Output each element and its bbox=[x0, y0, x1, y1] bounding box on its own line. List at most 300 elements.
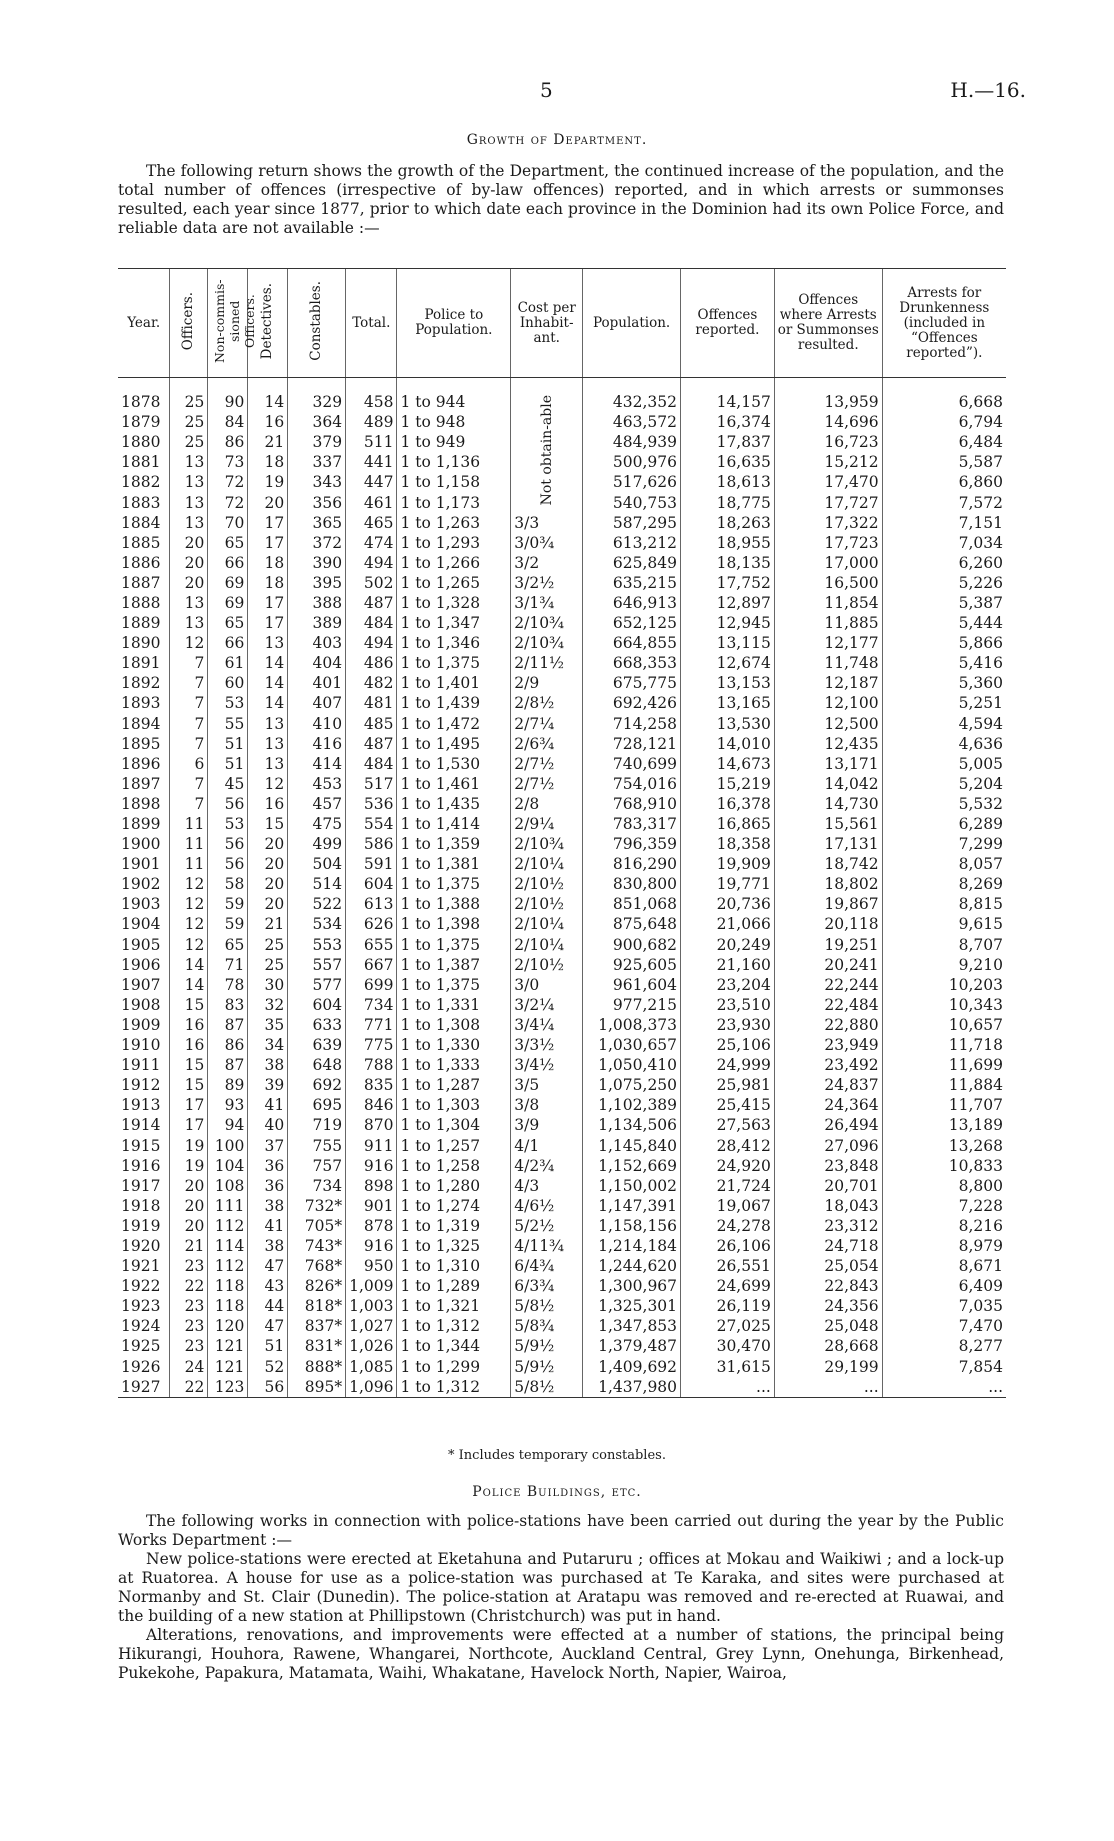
cell-arrests: 15,212 bbox=[774, 452, 882, 472]
cell-cost: 3/0 bbox=[511, 975, 583, 995]
table-row bbox=[118, 1276, 1006, 1296]
cell-arrests: 12,177 bbox=[774, 633, 882, 653]
cell-nco: 87 bbox=[208, 1055, 248, 1075]
cell-detectives: 51 bbox=[248, 1336, 288, 1356]
cell-year: 1907 bbox=[121, 975, 161, 994]
cell-total: 950 bbox=[346, 1256, 397, 1276]
cell-offences: 12,945 bbox=[681, 613, 775, 633]
cell-drunk: 7,470 bbox=[882, 1316, 1006, 1336]
cell-drunk: 7,228 bbox=[882, 1196, 1006, 1216]
cell-constables: 401 bbox=[288, 673, 346, 693]
cell-year: 1896 bbox=[121, 754, 161, 773]
cell-drunk: 11,718 bbox=[882, 1035, 1006, 1055]
buildings-paragraph-2: New police-stations were erected at Eketahuna and Putaruru ; offices at Mokau and Waikiwi ; and a lock-up at Ruatorea. A house for use as a police-station was purchased at Te Karaka, and sites were purchased at Normanby and St. Clair (Dunedin). The police-station at Aratapu was removed and re-erected at Ruawai, and the building of a new station at Phillipstown (Christchurch) was put in hand. bbox=[118, 1550, 1004, 1625]
cell-arrests: 24,718 bbox=[774, 1236, 882, 1256]
cell-population: 463,572 bbox=[583, 412, 681, 432]
cell-constables: 379 bbox=[288, 432, 346, 452]
cell-population: 1,075,250 bbox=[583, 1075, 681, 1095]
table-row bbox=[118, 754, 1006, 774]
cell-ratio: 1 to 1,346 bbox=[397, 633, 511, 653]
cell-detectives: 47 bbox=[248, 1256, 288, 1276]
cell-constables: 757 bbox=[288, 1156, 346, 1176]
cell-arrests: 12,100 bbox=[774, 693, 882, 713]
col-population: Population. bbox=[583, 269, 681, 378]
cell-cost: 2/7½ bbox=[511, 774, 583, 794]
table-row bbox=[118, 593, 1006, 613]
cell-offences: 15,219 bbox=[681, 774, 775, 794]
cell-constables: 364 bbox=[288, 412, 346, 432]
cell-drunk: 7,035 bbox=[882, 1296, 1006, 1316]
cell-ratio: 1 to 1,375 bbox=[397, 975, 511, 995]
cell-constables: 818* bbox=[288, 1296, 346, 1316]
cell-cost: 2/10¼ bbox=[511, 854, 583, 874]
cell-nco: 60 bbox=[208, 673, 248, 693]
cell-year: 1917 bbox=[121, 1176, 161, 1195]
cell-offences: 18,135 bbox=[681, 553, 775, 573]
cell-year: 1905 bbox=[121, 935, 161, 954]
buildings-paragraph-3: Alterations, renovations, and improvements were effected at a number of stations, the principal being Hikurangi, Houhora, Rawene, Whangarei, Northcote, Auckland Central, Grey Lynn, Onehunga, Birkenhead, Pukekohe, Papakura, Matamata, Waihi, Whakatane, Havelock North, Napier, Wairoa, bbox=[118, 1626, 1004, 1682]
cell-offences: 16,378 bbox=[681, 794, 775, 814]
cell-cost: 2/8½ bbox=[511, 693, 583, 713]
cell-detectives: 18 bbox=[248, 573, 288, 593]
cell-constables: 457 bbox=[288, 794, 346, 814]
cell-year: 1904 bbox=[121, 915, 161, 934]
cell-officers: 6 bbox=[170, 754, 208, 774]
cell-arrests: 17,723 bbox=[774, 533, 882, 553]
cell-drunk: 13,268 bbox=[882, 1135, 1006, 1155]
cell-nco: 118 bbox=[208, 1276, 248, 1296]
cell-nco: 45 bbox=[208, 774, 248, 794]
cell-total: 846 bbox=[346, 1095, 397, 1115]
cell-nco: 123 bbox=[208, 1377, 248, 1398]
cell-offences: 24,999 bbox=[681, 1055, 775, 1075]
cell-year: 1893 bbox=[121, 694, 161, 713]
cell-offences: 19,067 bbox=[681, 1196, 775, 1216]
cell-ratio: 1 to 1,289 bbox=[397, 1276, 511, 1296]
cell-officers: 13 bbox=[170, 492, 208, 512]
cell-total: 655 bbox=[346, 935, 397, 955]
cell-offences: 28,412 bbox=[681, 1135, 775, 1155]
cell-population: 1,145,840 bbox=[583, 1135, 681, 1155]
cell-detectives: 39 bbox=[248, 1075, 288, 1095]
table-row bbox=[118, 975, 1006, 995]
cell-total: 494 bbox=[346, 633, 397, 653]
cell-arrests: 17,470 bbox=[774, 472, 882, 492]
cell-offences: 14,673 bbox=[681, 754, 775, 774]
cell-nco: 56 bbox=[208, 834, 248, 854]
cell-population: 961,604 bbox=[583, 975, 681, 995]
cell-total: 494 bbox=[346, 553, 397, 573]
cell-population: 1,214,184 bbox=[583, 1236, 681, 1256]
cell-arrests: 17,131 bbox=[774, 834, 882, 854]
cell-total: 1,096 bbox=[346, 1377, 397, 1398]
cell-year: 1898 bbox=[121, 794, 161, 813]
table-row bbox=[118, 613, 1006, 633]
cell-drunk: 6,484 bbox=[882, 432, 1006, 452]
cell-drunk: 10,657 bbox=[882, 1015, 1006, 1035]
cell-ratio: 1 to 1,136 bbox=[397, 452, 511, 472]
cell-offences: 26,119 bbox=[681, 1296, 775, 1316]
cell-population: 587,295 bbox=[583, 513, 681, 533]
cell-offences: 27,563 bbox=[681, 1115, 775, 1135]
cell-cost: 4/1 bbox=[511, 1135, 583, 1155]
cell-officers: 7 bbox=[170, 653, 208, 673]
cell-detectives: 41 bbox=[248, 1216, 288, 1236]
cell-nco: 58 bbox=[208, 874, 248, 894]
cell-cost: 4/3 bbox=[511, 1176, 583, 1196]
cell-nco: 86 bbox=[208, 432, 248, 452]
cell-arrests: 11,885 bbox=[774, 613, 882, 633]
cell-year: 1888 bbox=[121, 593, 161, 612]
cell-arrests: 12,435 bbox=[774, 734, 882, 754]
cell-detectives: 16 bbox=[248, 794, 288, 814]
cell-officers: 23 bbox=[170, 1296, 208, 1316]
cell-ratio: 1 to 1,347 bbox=[397, 613, 511, 633]
cell-nco: 112 bbox=[208, 1216, 248, 1236]
cell-arrests: 18,802 bbox=[774, 874, 882, 894]
cell-officers: 20 bbox=[170, 573, 208, 593]
cell-officers: 13 bbox=[170, 613, 208, 633]
table-row bbox=[118, 1296, 1006, 1316]
cell-officers: 25 bbox=[170, 412, 208, 432]
cell-arrests: 24,837 bbox=[774, 1075, 882, 1095]
cell-arrests: 28,668 bbox=[774, 1336, 882, 1356]
cell-population: 851,068 bbox=[583, 894, 681, 914]
cell-ratio: 1 to 949 bbox=[397, 432, 511, 452]
cell-population: 830,800 bbox=[583, 874, 681, 894]
cell-arrests: 24,356 bbox=[774, 1296, 882, 1316]
cell-cost: 2/7½ bbox=[511, 754, 583, 774]
cell-constables: 831* bbox=[288, 1336, 346, 1356]
table-row bbox=[118, 1156, 1006, 1176]
cell-population: 1,152,669 bbox=[583, 1156, 681, 1176]
cell-ratio: 1 to 1,375 bbox=[397, 653, 511, 673]
cell-officers: 22 bbox=[170, 1377, 208, 1398]
cell-total: 458 bbox=[346, 392, 397, 412]
cell-detectives: 14 bbox=[248, 693, 288, 713]
cell-detectives: 34 bbox=[248, 1035, 288, 1055]
cell-offences: 24,699 bbox=[681, 1276, 775, 1296]
cell-year: 1921 bbox=[121, 1257, 161, 1276]
cell-detectives: 25 bbox=[248, 935, 288, 955]
cell-offences: 26,551 bbox=[681, 1256, 775, 1276]
cell-constables: 534 bbox=[288, 914, 346, 934]
cell-constables: 522 bbox=[288, 894, 346, 914]
cell-constables: 705* bbox=[288, 1216, 346, 1236]
cell-nco: 93 bbox=[208, 1095, 248, 1115]
cell-offences: 21,160 bbox=[681, 955, 775, 975]
cell-ratio: 1 to 948 bbox=[397, 412, 511, 432]
cell-total: 489 bbox=[346, 412, 397, 432]
cell-cost: 3/1¾ bbox=[511, 593, 583, 613]
cell-population: 625,849 bbox=[583, 553, 681, 573]
cell-detectives: 18 bbox=[248, 452, 288, 472]
cell-officers: 20 bbox=[170, 533, 208, 553]
table-row bbox=[118, 1095, 1006, 1115]
cell-year: 1884 bbox=[121, 513, 161, 532]
cell-offences: 23,510 bbox=[681, 995, 775, 1015]
cell-year: 1900 bbox=[121, 835, 161, 854]
cell-officers: 13 bbox=[170, 513, 208, 533]
cell-drunk: 5,226 bbox=[882, 573, 1006, 593]
col-detectives: Detectives. bbox=[248, 269, 288, 378]
table-row bbox=[118, 1135, 1006, 1155]
cell-ratio: 1 to 1,257 bbox=[397, 1135, 511, 1155]
cell-offences: 25,981 bbox=[681, 1075, 775, 1095]
cell-cost: 4/2¾ bbox=[511, 1156, 583, 1176]
table-header-row bbox=[118, 269, 1006, 378]
cell-constables: 755 bbox=[288, 1135, 346, 1155]
cell-constables: 343 bbox=[288, 472, 346, 492]
cell-total: 482 bbox=[346, 673, 397, 693]
cell-cost: 5/8¾ bbox=[511, 1316, 583, 1336]
cell-drunk: 5,532 bbox=[882, 794, 1006, 814]
cell-ratio: 1 to 1,414 bbox=[397, 814, 511, 834]
cell-year: 1916 bbox=[121, 1156, 161, 1175]
table-row bbox=[118, 1115, 1006, 1135]
cell-cost: 3/2½ bbox=[511, 573, 583, 593]
cell-drunk: 10,343 bbox=[882, 995, 1006, 1015]
cell-detectives: 36 bbox=[248, 1156, 288, 1176]
cell-cost: 5/9½ bbox=[511, 1357, 583, 1377]
cell-arrests: 17,322 bbox=[774, 513, 882, 533]
cell-cost: 2/10¼ bbox=[511, 914, 583, 934]
col-total: Total. bbox=[346, 269, 397, 378]
cell-ratio: 1 to 1,325 bbox=[397, 1236, 511, 1256]
cell-nco: 53 bbox=[208, 693, 248, 713]
cell-total: 487 bbox=[346, 593, 397, 613]
cell-drunk: 8,216 bbox=[882, 1216, 1006, 1236]
cell-ratio: 1 to 1,330 bbox=[397, 1035, 511, 1055]
cell-arrests: 23,949 bbox=[774, 1035, 882, 1055]
table-row bbox=[118, 1357, 1006, 1377]
cell-ratio: 1 to 1,263 bbox=[397, 513, 511, 533]
cell-drunk: 8,800 bbox=[882, 1176, 1006, 1196]
cell-officers: 13 bbox=[170, 472, 208, 492]
cell-total: 484 bbox=[346, 754, 397, 774]
cell-population: 1,325,301 bbox=[583, 1296, 681, 1316]
table-row bbox=[118, 1176, 1006, 1196]
cell-drunk: 5,204 bbox=[882, 774, 1006, 794]
cell-year: 1894 bbox=[121, 714, 161, 733]
cell-year: 1902 bbox=[121, 875, 161, 894]
cell-officers: 17 bbox=[170, 1115, 208, 1135]
cell-total: 536 bbox=[346, 794, 397, 814]
cell-cost: 2/8 bbox=[511, 794, 583, 814]
cell-total: 1,026 bbox=[346, 1336, 397, 1356]
cell-nco: 71 bbox=[208, 955, 248, 975]
cell-detectives: 20 bbox=[248, 874, 288, 894]
cell-year: 1903 bbox=[121, 895, 161, 914]
cell-population: 977,215 bbox=[583, 995, 681, 1015]
cell-cost: 5/8½ bbox=[511, 1296, 583, 1316]
cell-constables: 453 bbox=[288, 774, 346, 794]
cell-year: 1891 bbox=[121, 654, 161, 673]
cell-year: 1883 bbox=[121, 493, 161, 512]
cell-detectives: 38 bbox=[248, 1055, 288, 1075]
table-row bbox=[118, 814, 1006, 834]
cell-offences: 12,897 bbox=[681, 593, 775, 613]
cell-population: 432,352 bbox=[583, 392, 681, 412]
cell-drunk: 8,671 bbox=[882, 1256, 1006, 1276]
cell-drunk: 9,210 bbox=[882, 955, 1006, 975]
cell-constables: 557 bbox=[288, 955, 346, 975]
cell-officers: 19 bbox=[170, 1135, 208, 1155]
cell-drunk: 5,444 bbox=[882, 613, 1006, 633]
cell-total: 591 bbox=[346, 854, 397, 874]
cell-ratio: 1 to 1,375 bbox=[397, 935, 511, 955]
cell-year: 1897 bbox=[121, 774, 161, 793]
cell-nco: 65 bbox=[208, 935, 248, 955]
cell-arrests: 15,561 bbox=[774, 814, 882, 834]
cell-officers: 15 bbox=[170, 995, 208, 1015]
cell-detectives: 36 bbox=[248, 1176, 288, 1196]
cell-ratio: 1 to 1,287 bbox=[397, 1075, 511, 1095]
cell-total: 699 bbox=[346, 975, 397, 995]
cell-detectives: 13 bbox=[248, 633, 288, 653]
buildings-paragraph-1: The following works in connection with police-stations have been carried out during the year by the Public Works Department :— bbox=[118, 1512, 1004, 1549]
cell-population: 635,215 bbox=[583, 573, 681, 593]
cell-constables: 356 bbox=[288, 492, 346, 512]
cell-population: 875,648 bbox=[583, 914, 681, 934]
cell-constables: 553 bbox=[288, 935, 346, 955]
cell-constables: 372 bbox=[288, 533, 346, 553]
cell-population: 754,016 bbox=[583, 774, 681, 794]
cell-officers: 7 bbox=[170, 673, 208, 693]
table-row bbox=[118, 553, 1006, 573]
cell-total: 485 bbox=[346, 714, 397, 734]
cell-arrests: 29,199 bbox=[774, 1357, 882, 1377]
cell-arrests: 12,187 bbox=[774, 673, 882, 693]
cell-offences: 18,263 bbox=[681, 513, 775, 533]
cell-year: 1879 bbox=[121, 413, 161, 432]
cell-year: 1886 bbox=[121, 553, 161, 572]
cell-offences: 18,775 bbox=[681, 492, 775, 512]
cell-officers: 11 bbox=[170, 834, 208, 854]
cell-nco: 83 bbox=[208, 995, 248, 1015]
cell-year: 1882 bbox=[121, 473, 161, 492]
cell-total: 502 bbox=[346, 573, 397, 593]
cell-nco: 86 bbox=[208, 1035, 248, 1055]
cell-nco: 89 bbox=[208, 1075, 248, 1095]
cell-drunk: 5,587 bbox=[882, 452, 1006, 472]
cell-cost: 2/11½ bbox=[511, 653, 583, 673]
cell-detectives: 52 bbox=[248, 1357, 288, 1377]
cell-year: 1927 bbox=[118, 1377, 170, 1398]
cell-offences: 24,920 bbox=[681, 1156, 775, 1176]
cell-population: 1,437,980 bbox=[583, 1377, 681, 1398]
cell-constables: 743* bbox=[288, 1236, 346, 1256]
cell-arrests: 14,696 bbox=[774, 412, 882, 432]
cell-arrests: 20,118 bbox=[774, 914, 882, 934]
cell-drunk: 5,005 bbox=[882, 754, 1006, 774]
cell-year: 1901 bbox=[121, 855, 161, 874]
cell-nco: 72 bbox=[208, 492, 248, 512]
cell-officers: 11 bbox=[170, 814, 208, 834]
cell-cost: 5/2½ bbox=[511, 1216, 583, 1236]
cell-population: 613,212 bbox=[583, 533, 681, 553]
cell-ratio: 1 to 1,299 bbox=[397, 1357, 511, 1377]
cell-constables: 475 bbox=[288, 814, 346, 834]
cell-arrests: 23,848 bbox=[774, 1156, 882, 1176]
cell-detectives: 38 bbox=[248, 1236, 288, 1256]
table-row bbox=[118, 1075, 1006, 1095]
cell-officers: 7 bbox=[170, 734, 208, 754]
cell-cost: 5/9½ bbox=[511, 1336, 583, 1356]
cell-year: 1881 bbox=[121, 453, 161, 472]
table-row bbox=[118, 1236, 1006, 1256]
cell-population: 668,353 bbox=[583, 653, 681, 673]
cell-drunk: 7,151 bbox=[882, 513, 1006, 533]
cell-population: 1,150,002 bbox=[583, 1176, 681, 1196]
cell-ratio: 1 to 1,401 bbox=[397, 673, 511, 693]
col-constables: Constables. bbox=[288, 269, 346, 378]
cell-ratio: 1 to 1,495 bbox=[397, 734, 511, 754]
table-row bbox=[118, 1196, 1006, 1216]
cell-cost: 3/2¼ bbox=[511, 995, 583, 1015]
cell-ratio: 1 to 1,328 bbox=[397, 593, 511, 613]
table-row bbox=[118, 693, 1006, 713]
cell-offences: 18,955 bbox=[681, 533, 775, 553]
cell-nco: 112 bbox=[208, 1256, 248, 1276]
cell-drunk: 6,289 bbox=[882, 814, 1006, 834]
cell-drunk: 6,260 bbox=[882, 553, 1006, 573]
cell-nco: 84 bbox=[208, 412, 248, 432]
cell-drunk: 8,269 bbox=[882, 874, 1006, 894]
cell-year: 1911 bbox=[121, 1056, 161, 1075]
cell-offences: 31,615 bbox=[681, 1357, 775, 1377]
col-ratio: Police to Population. bbox=[397, 269, 511, 378]
cell-ratio: 1 to 1,303 bbox=[397, 1095, 511, 1115]
cell-drunk: 11,884 bbox=[882, 1075, 1006, 1095]
cell-offences: 17,752 bbox=[681, 573, 775, 593]
cell-constables: 648 bbox=[288, 1055, 346, 1075]
cell-detectives: 25 bbox=[248, 955, 288, 975]
cell-ratio: 1 to 1,258 bbox=[397, 1156, 511, 1176]
cell-total: 465 bbox=[346, 513, 397, 533]
cell-drunk: 7,299 bbox=[882, 834, 1006, 854]
cell-year: 1889 bbox=[121, 614, 161, 633]
cell-population: 925,605 bbox=[583, 955, 681, 975]
cell-nco: 53 bbox=[208, 814, 248, 834]
cell-detectives: 17 bbox=[248, 513, 288, 533]
cell-nco: 121 bbox=[208, 1336, 248, 1356]
cell-cost: 2/7¼ bbox=[511, 714, 583, 734]
cell-officers: 20 bbox=[170, 1176, 208, 1196]
cell-officers: 20 bbox=[170, 1216, 208, 1236]
cell-year: 1922 bbox=[121, 1277, 161, 1296]
cell-drunk: 11,707 bbox=[882, 1095, 1006, 1115]
cell-ratio: 1 to 1,388 bbox=[397, 894, 511, 914]
cell-offences: 23,204 bbox=[681, 975, 775, 995]
cell-ratio: 1 to 1,274 bbox=[397, 1196, 511, 1216]
cell-offences: 12,674 bbox=[681, 653, 775, 673]
cell-constables: 732* bbox=[288, 1196, 346, 1216]
cell-arrests: 12,500 bbox=[774, 714, 882, 734]
cell-population: 1,008,373 bbox=[583, 1015, 681, 1035]
cell-constables: 888* bbox=[288, 1357, 346, 1377]
cell-officers: 19 bbox=[170, 1156, 208, 1176]
cell-cost: 4/6½ bbox=[511, 1196, 583, 1216]
cell-constables: 719 bbox=[288, 1115, 346, 1135]
cell-arrests: 20,241 bbox=[774, 955, 882, 975]
cell-drunk: 8,277 bbox=[882, 1336, 1006, 1356]
col-nco: Non-commis-sioned Officers. bbox=[208, 269, 248, 378]
cell-year: 1890 bbox=[121, 634, 161, 653]
table-body bbox=[118, 378, 1006, 1398]
cell-population: 728,121 bbox=[583, 734, 681, 754]
cell-population: 900,682 bbox=[583, 935, 681, 955]
